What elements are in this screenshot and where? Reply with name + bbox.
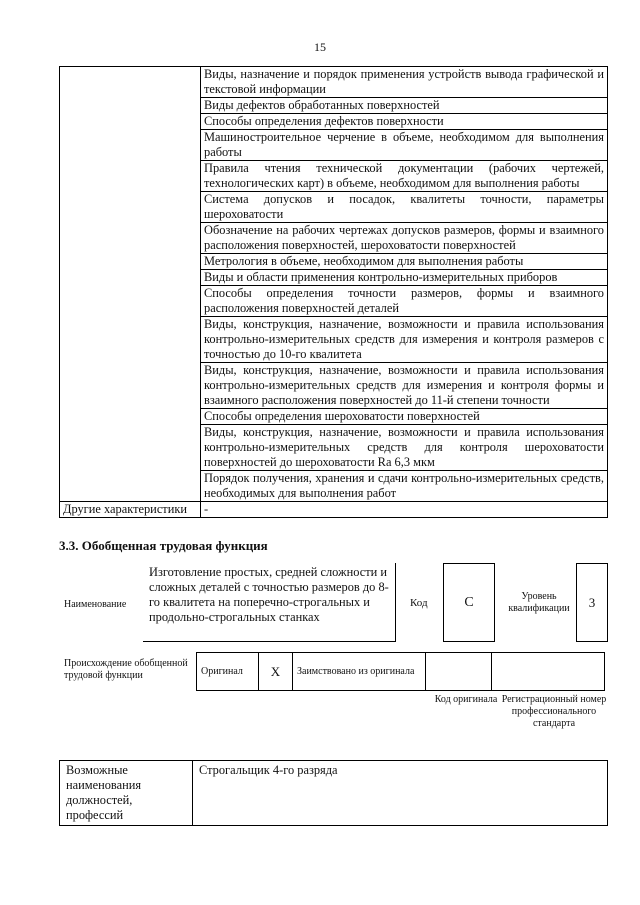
knowledge-item: Способы определения дефектов поверхности (201, 114, 608, 130)
knowledge-item: Система допусков и посадок, квалитеты точности, параметры шероховатости (201, 192, 608, 223)
original-label: Оригинал (197, 653, 259, 691)
origin-table (196, 652, 605, 691)
knowledge-item: Обозначение на рабочих чертежах допусков размеров, формы и взаимного расположения поверхностей, шероховатости поверхностей (201, 223, 608, 254)
knowledge-table (59, 66, 608, 518)
knowledge-item: Порядок получения, хранения и сдачи контрольно-измерительных средств, необходимых для выполнения работ (201, 471, 608, 502)
level-value: 3 (576, 563, 608, 642)
registration-number-cell (492, 653, 605, 691)
level-label: Уровень квалификации (508, 591, 570, 614)
knowledge-item: Правила чтения технической документации (рабочих чертежей, технологических карт) в объеме, необходимом для выполнения работы (201, 161, 608, 192)
knowledge-item: Виды, конструкция, назначение, возможности и правила использования контрольно-измерительных средств для измерения и контроля формы и взаимного расположения поверхностей до 11-й степени точности (201, 363, 608, 409)
origin-code-cell (426, 653, 492, 691)
knowledge-row (60, 67, 608, 98)
knowledge-item: Метрология в объеме, необходимом для выполнения работы (201, 254, 608, 270)
name-label: Наименование (64, 599, 127, 610)
knowledge-item: Виды, конструкция, назначение, возможности и правила использования контрольно-измерительных средств для измерения и контроля размеров с точностью до 10-го квалитета (201, 317, 608, 363)
function-name-value: Изготовление простых, средней сложности и сложных деталей с точностью размеров до 8-го квалитета на поперечно-строгальных и продольно-строгальных станках (143, 563, 396, 642)
positions-value: Строгальщик 4-го разряда (193, 761, 608, 826)
positions-label: Возможные наименования должностей, профессий (60, 761, 193, 826)
other-value: - (201, 502, 608, 518)
knowledge-item: Виды, назначение и порядок применения устройств вывода графической и текстовой информации (201, 67, 608, 98)
origin-label: Происхождение обобщенной трудовой функции (64, 658, 188, 681)
code-value: C (443, 563, 495, 642)
other-label: Другие характеристики (60, 502, 201, 518)
borrowed-label: Заимствовано из оригинала (293, 653, 426, 691)
knowledge-item: Способы определения точности размеров, формы и взаимного расположения поверхностей деталей (201, 286, 608, 317)
original-mark: X (259, 653, 293, 691)
knowledge-item: Виды дефектов обработанных поверхностей (201, 98, 608, 114)
code-label: Код (410, 597, 428, 609)
page-number: 15 (314, 40, 326, 54)
other-characteristics-row (60, 502, 608, 518)
positions-table (59, 760, 608, 826)
knowledge-item: Виды и области применения контрольно-измерительных приборов (201, 270, 608, 286)
knowledge-item: Машиностроительное черчение в объеме, необходимом для выполнения работы (201, 130, 608, 161)
knowledge-item: Виды, конструкция, назначение, возможности и правила использования контрольно-измерительных средств для контроля шероховатости поверхностей до шероховатости Ra 6,3 мкм (201, 425, 608, 471)
section-title: 3.3. Обобщенная трудовая функция (59, 538, 268, 553)
registration-number-caption: Регистрационный номер профессионального стандарта (501, 694, 607, 729)
code-original-caption: Код оригинала (434, 694, 498, 705)
knowledge-label-cell (60, 67, 201, 502)
knowledge-item: Способы определения шероховатости поверхностей (201, 409, 608, 425)
